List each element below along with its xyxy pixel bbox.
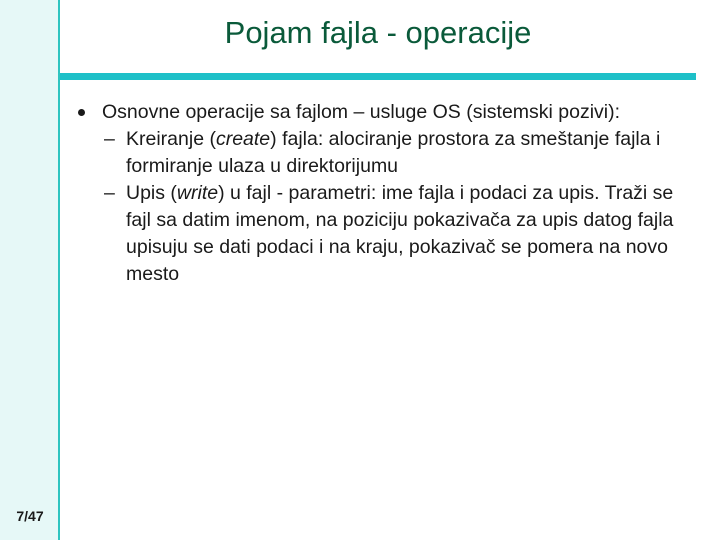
create-text-after: ) fajla: alociranje prostora za smeštanje fajla i formiranje ulaza u direktorijumu (126, 128, 661, 177)
write-italic-term: write (176, 182, 219, 204)
create-text-before: Kreiranje ( (126, 128, 216, 150)
create-italic-term: create (215, 128, 271, 150)
sub-bullet-list (78, 126, 698, 288)
sub-bullet-create (78, 126, 698, 180)
sub-bullet-write (78, 180, 698, 288)
dash-bullet-icon: – (104, 182, 115, 204)
write-text-after: ) u fajl - parametri: ime fajla i podaci za upis. Traži se fajl sa datim imenom, na poziciju pokazivača za upis datog fajla upisuju se dati podaci i na kraju, pokazivač se pomera na novo mesto (126, 182, 674, 285)
write-text-before: Upis ( (126, 182, 177, 204)
main-bullet-item (78, 99, 698, 126)
bullet-dot-icon (78, 109, 85, 116)
dash-bullet-icon: – (104, 128, 115, 150)
main-bullet-text: Osnovne operacije sa fajlom – usluge OS (sistemski pozivi): (102, 101, 621, 123)
slide-title: Pojam fajla - operacije (224, 15, 532, 50)
page-number: 7/47 (16, 508, 44, 524)
title-divider (60, 73, 696, 80)
slide-content (78, 99, 698, 288)
left-sidebar-band (0, 0, 60, 540)
